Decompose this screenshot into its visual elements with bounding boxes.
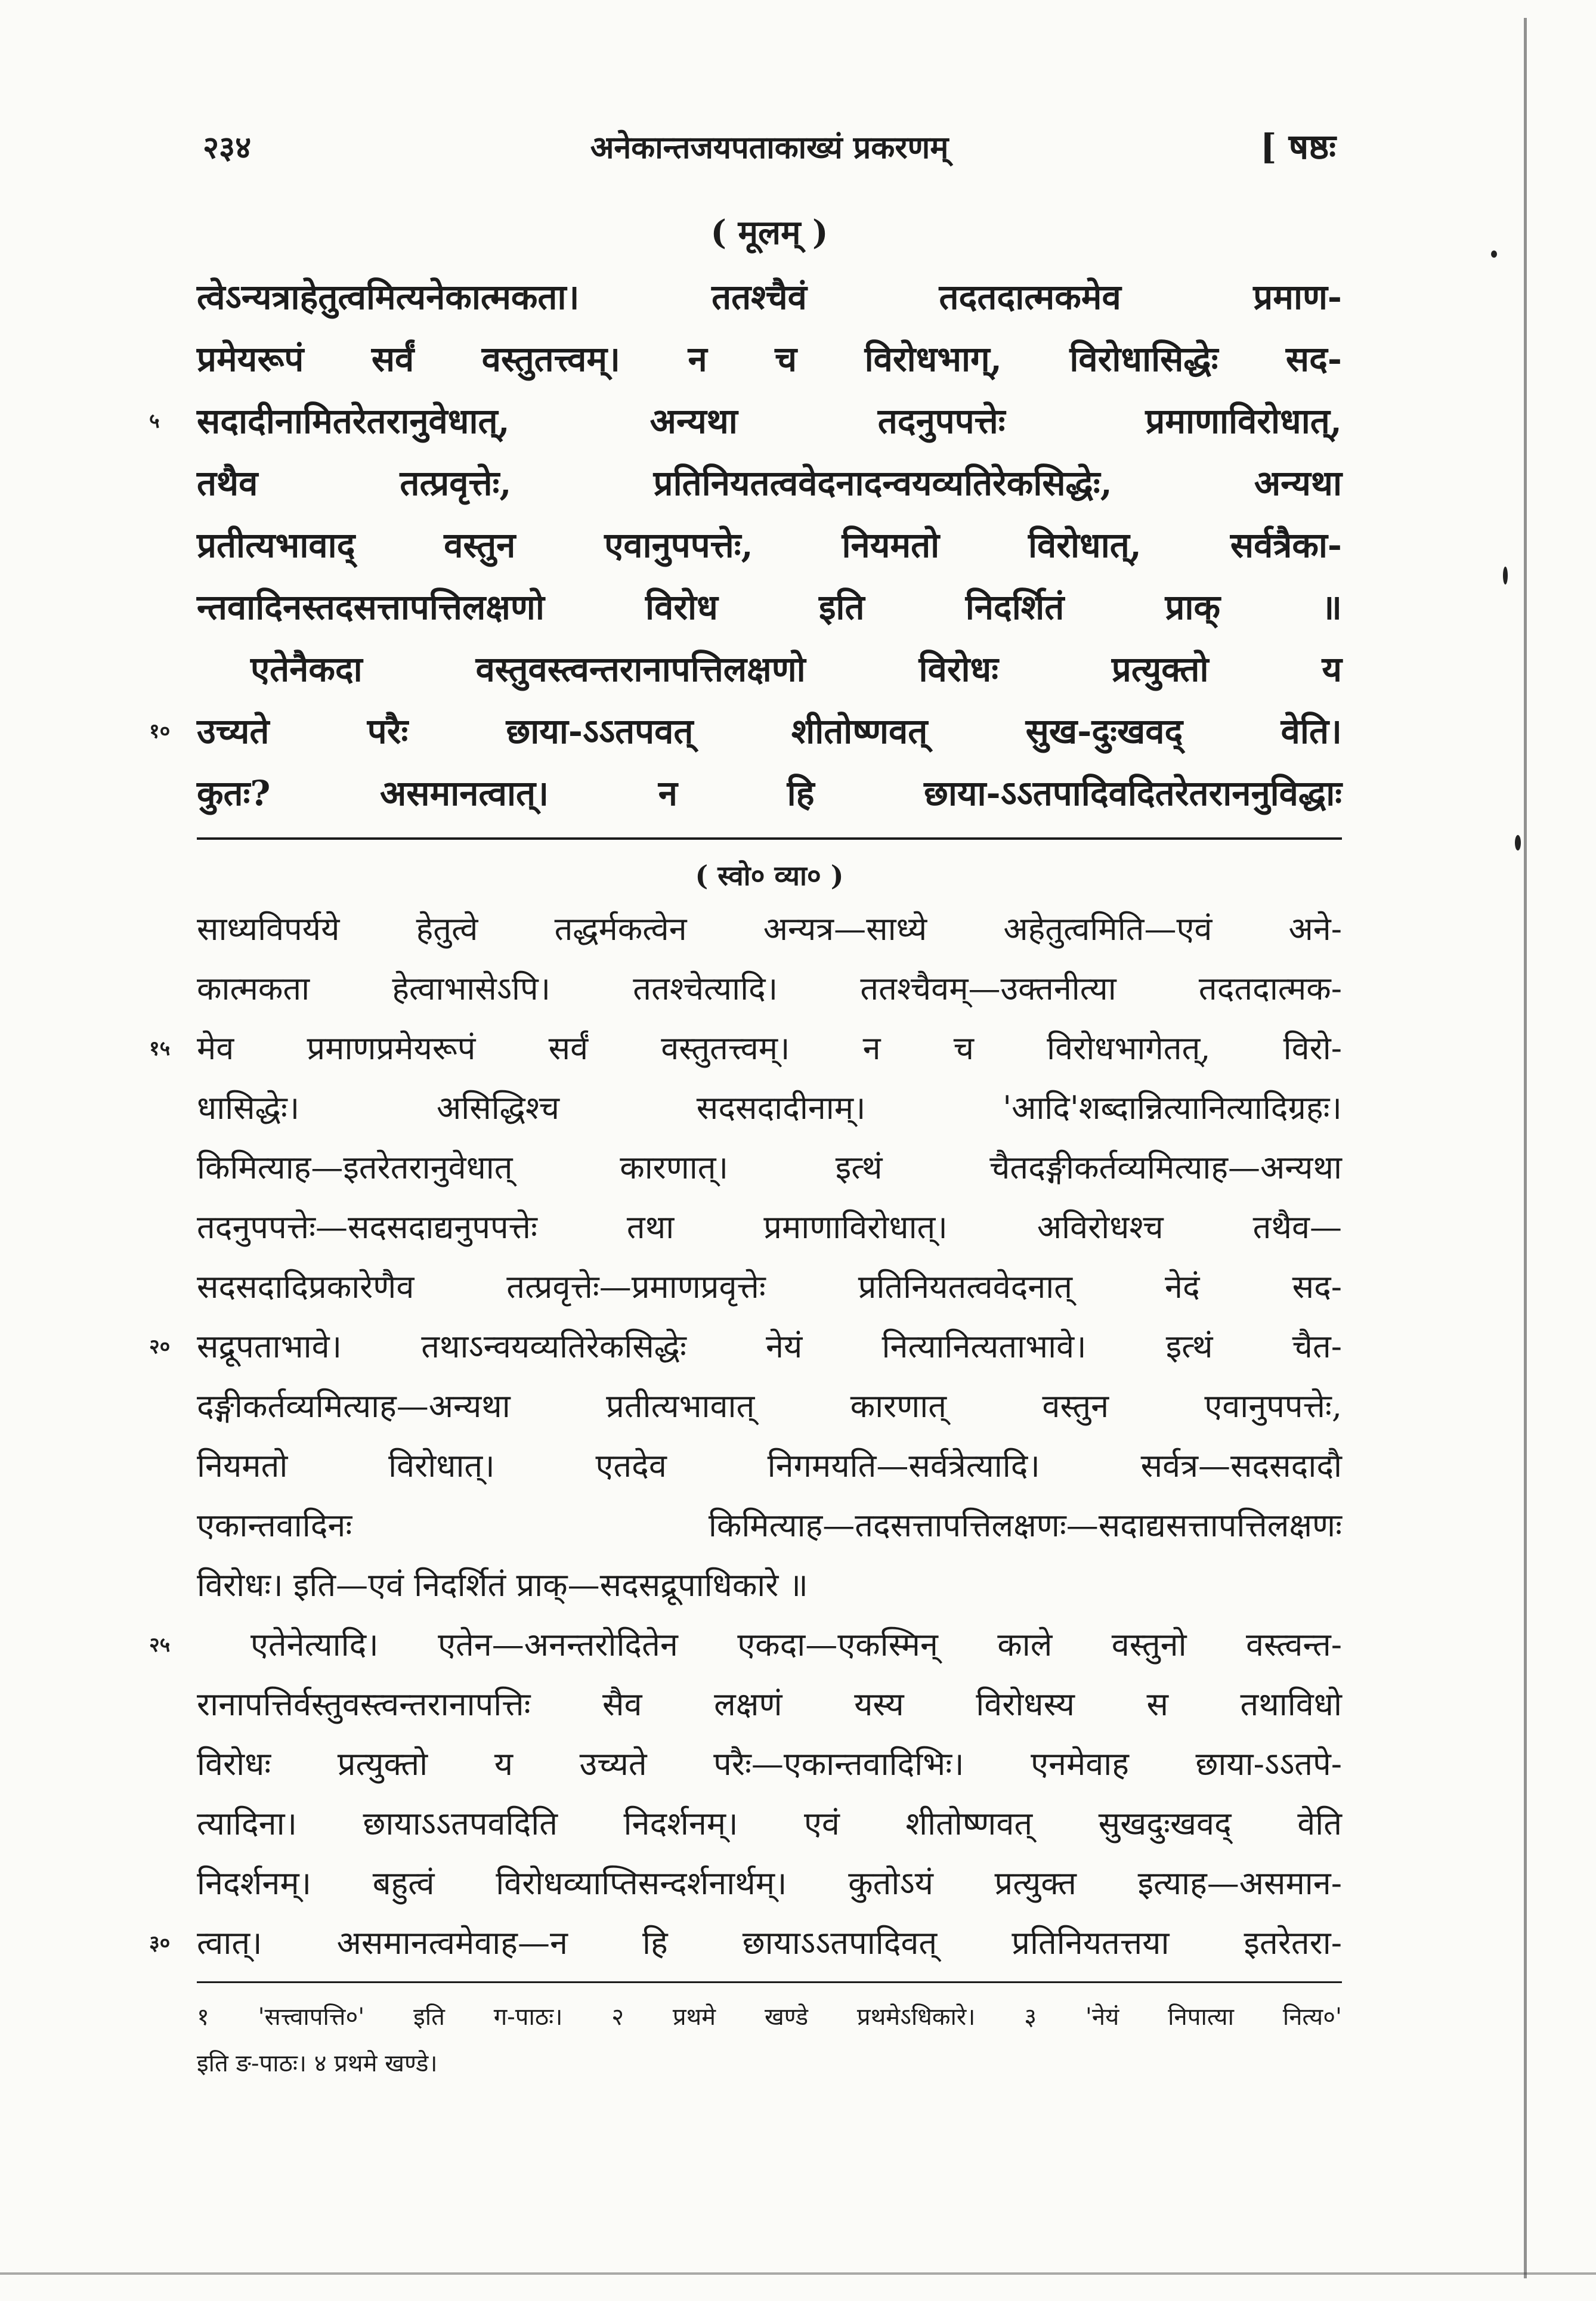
commentary-line [149, 1317, 1342, 1377]
commentary-line [197, 1138, 1342, 1198]
line-number: ३० [149, 1931, 171, 1955]
line-text: नियमतो विरोधात्। एतदेव निगमयति—सर्वत्रेत्यादि। सर्वत्र—सदसदादौ [197, 1447, 1342, 1484]
commentary-line [197, 1794, 1342, 1854]
line-text: एतेनैकदा वस्तुवस्त्वन्तरानापत्तिलक्षणो विरोधः प्रत्युक्तो य [250, 649, 1342, 689]
commentary-line [197, 959, 1342, 1019]
mulam-line [197, 266, 1342, 328]
line-text: सदसदादिप्रकारेणैव तत्प्रवृत्तेः—प्रमाणप्रवृत्तेः प्रतिनियतत्ववेदनात् नेदं सद- [197, 1268, 1342, 1306]
line-text: किमित्याह—इतरेतरानुवेधात् कारणात्। इत्थं चैतदङ्गीकर्तव्यमित्याह—अन्यथा [197, 1149, 1342, 1186]
commentary-line [197, 899, 1342, 959]
commentary-line [197, 1257, 1342, 1317]
line-text: एतेनेत्यादि। एतेन—अनन्तरोदितेन एकदा—एकस्मिन् काले वस्तुनो वस्त्वन्त- [250, 1626, 1342, 1663]
page-number: २३४ [203, 129, 252, 166]
line-number: २० [149, 1335, 171, 1359]
line-text: विरोधः प्रत्युक्तो य उच्यते परैः—एकान्तवादिभिः। एनमेवाह छाया-ऽऽतपे- [197, 1745, 1342, 1783]
line-text: उच्यते परैः छाया-ऽऽतपवत् शीतोष्णवत् सुख-दुःखवद् वेति। [197, 711, 1342, 751]
line-text: त्वात्। असमानत्वमेवाह—न हि छायाऽऽतपादिवत् प्रतिनियतत्तया इतरेतरा- [197, 1924, 1342, 1962]
line-text: विरोधः। इति—एवं निदर्शितं प्राक्—सदसद्रूपाधिकारे ॥ [197, 1566, 808, 1604]
mulam-line [197, 638, 1342, 700]
mulam-heading: ( मूलम् ) [710, 213, 828, 252]
commentary-line [197, 1078, 1342, 1138]
scan-speck [1515, 835, 1521, 850]
footnotes [197, 1994, 1342, 2087]
line-text: रानापत्तिर्वस्तुवस्त्वन्तरानापत्तिः सैव लक्षणं यस्य विरोधस्य स तथाविधो [197, 1685, 1342, 1723]
line-number: २५ [149, 1633, 171, 1657]
commentary-line [197, 1734, 1342, 1794]
mulam-line [197, 452, 1342, 514]
footnote-line: इति ङ-पाठः। ४ प्रथमे खण्डे। [197, 2050, 438, 2077]
line-text: सदादीनामितरेतरानुवेधात्, अन्यथा तदनुपपत्तेः प्रमाणाविरोधात्, [197, 401, 1342, 441]
line-text: धासिद्धेः। असिद्धिश्च सदसदादीनाम्। 'आदि'शब्दान्नित्यानित्यादिग्रहः। [197, 1089, 1342, 1127]
mulam-line [149, 700, 1342, 762]
section-divider [197, 837, 1342, 840]
commentary-line [149, 1615, 1342, 1675]
commentary-line [197, 1496, 1342, 1555]
scan-bottom-line [0, 2272, 1596, 2275]
scan-edge-line [1524, 18, 1527, 2278]
line-text: कुतः? असमानत्वात्। न हि छाया-ऽऽतपादिवदितरेतराननुविद्धाः [197, 773, 1342, 814]
commentary-line [197, 1436, 1342, 1496]
footnote-divider [197, 1981, 1342, 1983]
mulam-line [197, 328, 1342, 390]
line-text: एकान्तवादिनः किमित्याह—तदसत्तापत्तिलक्षणः—सदाद्यसत्तापत्तिलक्षणः [197, 1507, 1342, 1544]
commentary-heading: ( स्वो० व्या० ) [695, 859, 844, 892]
commentary-line [149, 1913, 1342, 1973]
mulam-text [149, 266, 1342, 824]
commentary-line [197, 1198, 1342, 1257]
line-text: न्तवादिनस्तदसत्तापत्तिलक्षणो विरोध इति निदर्शितं प्राक् ॥ [197, 587, 1342, 627]
line-text: तदनुपपत्तेः—सदसदाद्यनुपपत्तेः तथा प्रमाणाविरोधात्। अविरोधश्च तथैव— [197, 1208, 1342, 1246]
line-text: त्वेऽन्यत्राहेतुत्वमित्यनेकात्मकता। ततश्चैवं तदतदात्मकमेव प्रमाण- [197, 277, 1342, 317]
line-number: १५ [149, 1037, 171, 1060]
line-text: सद्रूपताभावे। तथाऽन्वयव्यतिरेकसिद्धेः नेयं नित्यानित्यताभावे। इत्थं चैत- [197, 1328, 1342, 1365]
mulam-line [197, 762, 1342, 824]
commentary-line [197, 1854, 1342, 1913]
commentary-text [149, 899, 1342, 1973]
line-number: ५ [149, 409, 160, 433]
scan-speck [1503, 567, 1508, 584]
commentary-line [197, 1675, 1342, 1734]
line-text: कात्मकता हेत्वाभासेऽपि। ततश्चेत्यादि। ततश्चैवम्—उक्तनीत्या तदतदात्मक- [197, 970, 1342, 1007]
line-text: त्यादिना। छायाऽऽतपवदिति निदर्शनम्। एवं शीतोष्णवत् सुखदुःखवद् वेति [197, 1805, 1342, 1842]
line-number: १० [149, 719, 171, 743]
line-text: दङ्गीकर्तव्यमित्याह—अन्यथा प्रतीत्यभावात् कारणात् वस्तुन एवानुपपत्तेः, [197, 1387, 1342, 1425]
line-text: निदर्शनम्। बहुत्वं विरोधव्याप्तिसन्दर्शनार्थम्। कुतोऽयं प्रत्युक्त इत्याह—असमान- [197, 1864, 1342, 1902]
line-text: साध्यविपर्यये हेतुत्वे तद्धर्मकत्वेन अन्यत्र—साध्ये अहेतुत्वमिति—एवं अने- [197, 910, 1342, 948]
line-text: मेव प्रमाणप्रमेयरूपं सर्वं वस्तुतत्त्वम्। न च विरोधभागेतत्, विरो- [197, 1029, 1342, 1067]
running-title: अनेकान्तजयपताकाख्यं प्रकरणम् [590, 129, 949, 166]
commentary-line [149, 1019, 1342, 1078]
section-label: [ षष्ठः [1260, 126, 1336, 167]
mulam-line [149, 390, 1342, 452]
line-text: प्रतीत्यभावाद् वस्तुन एवानुपपत्तेः, नियमतो विरोधात्, सर्वत्रैका- [197, 525, 1342, 565]
line-text: प्रमेयरूपं सर्वं वस्तुतत्त्वम्। न च विरोधभाग्, विरोधासिद्धेः सद- [197, 339, 1342, 379]
commentary-line [197, 1555, 1342, 1615]
document-page [149, 119, 1342, 2087]
commentary-line [197, 1377, 1342, 1436]
scan-speck [1491, 250, 1497, 258]
footnote-line: १ 'सत्त्वापत्ति०' इति ग-पाठः। २ प्रथमे खण्डे प्रथमेऽधिकारे। ३ 'नेयं निपात्या नित्य०' [197, 2003, 1342, 2031]
mulam-line [197, 576, 1342, 638]
mulam-line [197, 514, 1342, 576]
page-header [197, 119, 1342, 185]
line-text: तथैव तत्प्रवृत्तेः, प्रतिनियतत्ववेदनादन्वयव्यतिरेकसिद्धेः, अन्यथा [197, 463, 1342, 503]
